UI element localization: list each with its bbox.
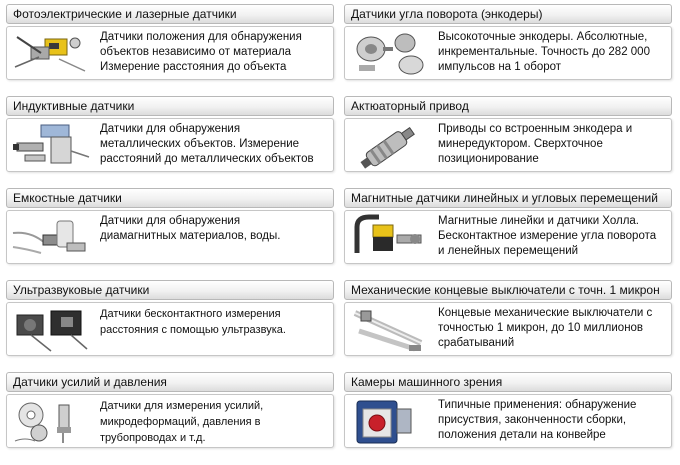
force-pressure-sensor-icon [11,397,91,445]
category-title[interactable]: Датчики усилий и давления [6,372,334,392]
category-title[interactable]: Индуктивные датчики [6,96,334,116]
category-description: Датчики положения для обнаружения объектов независимо от материала Измерение расстояния до объекта [100,31,302,73]
category-panel [6,394,334,448]
category-title[interactable]: Актюаторный привод [344,96,672,116]
category-panel [6,302,334,356]
category-panel [344,26,672,80]
category-panel [344,210,672,264]
category-panel [6,118,334,172]
category-card-ultrasonic[interactable] [4,278,336,358]
category-title[interactable]: Камеры машинного зрения [344,372,672,392]
magnetic-sensor-icon [349,213,429,261]
category-card-encoders[interactable] [342,2,674,82]
category-description: Типичные применения: обнаружение присуствия, законченности сборки, положения детали на конвейре [438,399,637,441]
category-card-limit-switches[interactable] [342,278,674,358]
category-panel [344,118,672,172]
category-description: Датчики для измерения усилий, микродеформаций, давления в трубопроводах и т.д. [100,400,264,444]
category-card-inductive[interactable] [4,94,336,174]
category-card-actuator[interactable] [342,94,674,174]
category-description: Магнитные линейки и датчики Холла. Бесконтактное измерение угла поворота и ленейных перемещений [438,215,657,257]
category-card-machine-vision[interactable] [342,370,674,450]
category-card-magnetic[interactable] [342,186,674,266]
capacitive-sensor-icon [11,213,91,261]
encoder-icon [349,29,429,77]
machine-vision-camera-icon [349,397,429,445]
category-panel [344,302,672,356]
inductive-sensor-icon [11,121,91,169]
category-description: Высокоточные энкодеры. Абсолютные, инкрементальные. Точность до 282 000 импульсов на 1 оборот [438,31,650,73]
limit-switch-icon [349,305,429,353]
category-title[interactable]: Механические концевые выключатели с точн. 1 микрон [344,280,672,300]
ultrasonic-sensor-icon [11,305,91,353]
category-panel [6,210,334,264]
category-description: Датчики для обнаружения металлических объектов. Измерение расстояний до металлических объектов [100,123,314,165]
category-panel [6,26,334,80]
category-description: Датчики бесконтактного измерения расстояния с помощью ультразвука. [100,308,286,336]
category-description: Приводы со встроенным энкодера и минередуктором. Сверхточное позиционирование [438,123,633,165]
category-description: Концевые механические выключатели с точностью 1 микрон, до 10 миллионов срабатываний [438,307,653,349]
category-panel [344,394,672,448]
category-card-force-pressure[interactable] [4,370,336,450]
category-title[interactable]: Магнитные датчики линейных и угловых перемещений [344,188,672,208]
category-title[interactable]: Емкостные датчики [6,188,334,208]
category-description: Датчики для обнаружения диамагнитных материалов, воды. [100,215,281,242]
category-card-photoelectric[interactable] [4,2,336,82]
category-card-capacitive[interactable] [4,186,336,266]
category-title[interactable]: Датчики угла поворота (энкодеры) [344,4,672,24]
photoelectric-sensor-icon [11,29,91,77]
actuator-drive-icon [349,121,429,169]
category-title[interactable]: Ультразвуковые датчики [6,280,334,300]
category-title[interactable]: Фотоэлектрические и лазерные датчики [6,4,334,24]
